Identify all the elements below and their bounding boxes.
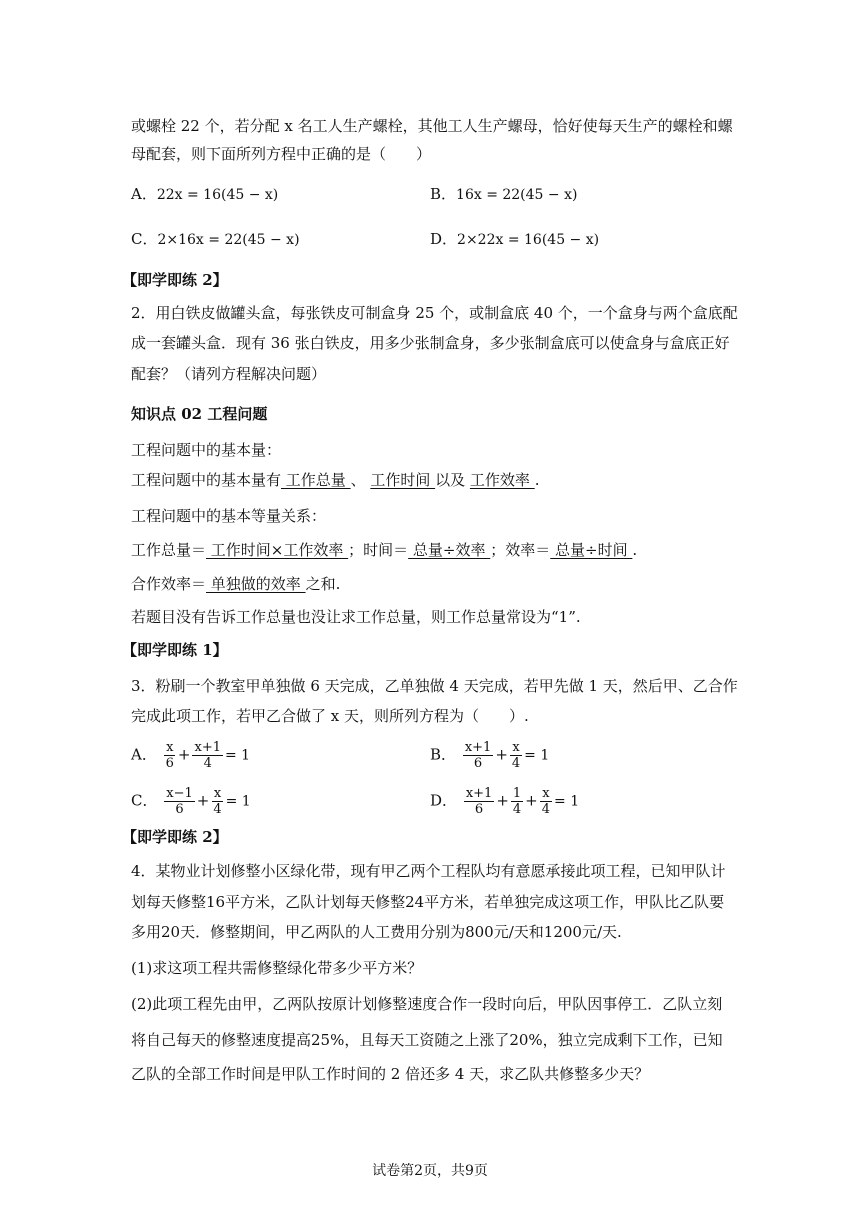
q3-option-a[interactable]: A． $\frac{x}{6}$ + $\frac{x+1}{4}$ = 1 (131, 740, 251, 771)
q1-text-line-1: 或螺栓 22 个，若分配 x 名工人生产螺栓，其他工人生产螺母，恰好使每天生产的螺栓和螺 (131, 117, 733, 135)
q3-text-line-2: 完成此项工作，若甲乙合做了 x 天，则所列方程为（ ）. (131, 707, 529, 725)
q4-text-line-3: 多用20天．修整期间，甲乙两队的人工费用分别为800元/天和1200元/天. (131, 923, 622, 941)
relation-line: 工作总量＝ 工作时间×工作效率 ；时间＝ 总量÷效率 ；效率＝ 总量÷时间 . (131, 541, 638, 559)
blank-work-efficiency: 工作效率 (469, 471, 535, 489)
blank-individual-efficiency: 单独做的效率 (206, 575, 306, 593)
basic-quantity-heading: 工程问题中的基本量： (131, 441, 282, 459)
blank-total-div-efficiency: 总量÷效率 (408, 541, 491, 559)
practice-heading-2a: 【即学即练 2】 (122, 271, 228, 289)
blank-time-times-efficiency: 工作时间×工作效率 (206, 541, 349, 559)
q2-text-line-3: 配套？（请列方程解决问题） (131, 365, 327, 383)
q3-text-line-1: 3．粉刷一个教室甲单独做 6 天完成，乙单独做 4 天完成，若甲先做 1 天，然后甲、乙合作 (131, 677, 738, 695)
q4-sub-question-2-line-2: 将自己每天的修整速度提高25%，且每天工资随之上涨了20%，独立完成剩下工作，已知 (131, 1031, 723, 1049)
q1-option-b[interactable]: B．16x = 22(45 − x) (430, 185, 578, 203)
q1-option-a[interactable]: A．22x = 16(45 − x) (131, 185, 279, 203)
q4-text-line-1: 4．某物业计划修整小区绿化带，现有甲乙两个工程队均有意愿承接此项工程，已知甲队计 (131, 862, 726, 880)
basic-quantity-line: 工程问题中的基本量有 工作总量 、 工作时间 以及 工作效率 . (131, 471, 540, 489)
q3-option-c[interactable]: C． $\frac{x-1}{6}$ + $\frac{x}{4}$ = 1 (131, 786, 251, 817)
q3-option-b[interactable]: B． $\frac{x+1}{6}$ + $\frac{x}{4}$ = 1 (430, 740, 550, 771)
practice-heading-2b: 【即学即练 2】 (122, 828, 228, 846)
practice-heading-1: 【即学即练 1】 (122, 641, 228, 659)
q3-option-d[interactable]: D． $\frac{x+1}{6}$ + $\frac{1}{4}$ + $\frac{x}{4}$ = 1 (430, 786, 580, 817)
q4-sub-question-2-line-3: 乙队的全部工作时间是甲队工作时间的 2 倍还多 4 天，求乙队共修整多少天？ (131, 1065, 650, 1083)
page-footer: 试卷第2页，共9页 (372, 1163, 488, 1179)
q2-text-line-1: 2．用白铁皮做罐头盒，每张铁皮可制盒身 25 个，或制盒底 40 个，一个盒身与两个盒底配 (131, 304, 738, 322)
note-line: 若题目没有告诉工作总量也没让求工作总量，则工作总量常设为“1”. (131, 608, 581, 626)
blank-total-work: 工作总量 (281, 471, 351, 489)
q4-sub-question-1: (1)求这项工程共需修整绿化带多少平方米？ (131, 959, 423, 977)
cooperation-line: 合作效率＝ 单独做的效率 之和. (131, 575, 341, 593)
q4-sub-question-2-line-1: (2)此项工程先由甲，乙两队按原计划修整速度合作一段时向后，甲队因事停工．乙队立刻 (131, 995, 723, 1013)
q1-option-d[interactable]: D．2×22x = 16(45 − x) (430, 230, 600, 248)
relation-heading: 工程问题中的基本等量关系： (131, 507, 327, 525)
blank-total-div-time: 总量÷时间 (550, 541, 633, 559)
q4-text-line-2: 划每天修整16平方米，乙队计划每天修整24平方米，若单独完成这项工作，甲队比乙队要 (131, 893, 725, 911)
q2-text-line-2: 成一套罐头盒．现有 36 张白铁皮，用多少张制盒身，多少张制盒底可以使盒身与盒底正好 (131, 334, 730, 352)
knowledge-point-title: 知识点 02 工程问题 (131, 405, 268, 423)
q1-option-c[interactable]: C．2×16x = 22(45 − x) (131, 230, 300, 248)
q1-text-line-2: 母配套，则下面所列方程中正确的是（ ） (131, 145, 432, 163)
blank-work-time: 工作时间 (370, 471, 436, 489)
